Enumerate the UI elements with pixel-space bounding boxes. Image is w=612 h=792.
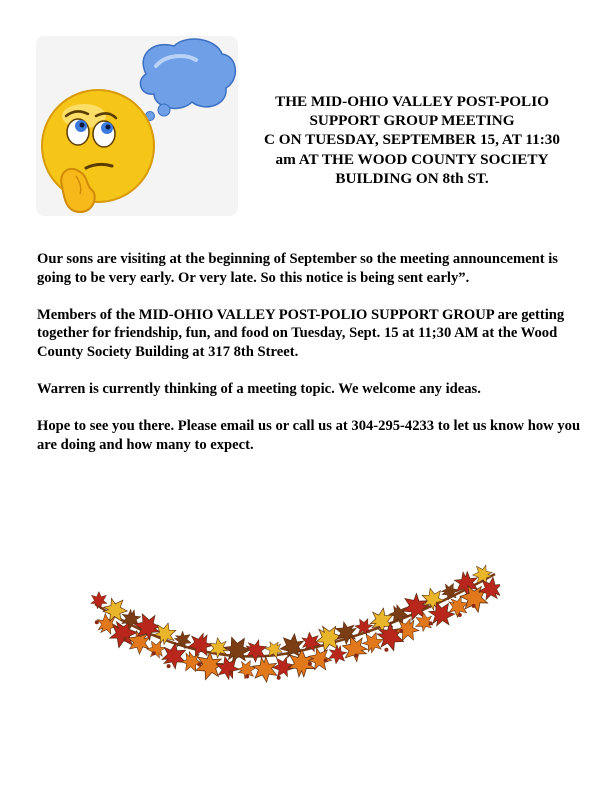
berry-icon bbox=[399, 629, 403, 633]
meeting-title bbox=[252, 92, 572, 188]
notice-body bbox=[37, 250, 582, 473]
title-line: SUPPORT GROUP MEETING bbox=[309, 112, 515, 130]
berry-icon bbox=[197, 662, 201, 666]
thinking-emoji-image bbox=[36, 36, 238, 216]
berry-icon bbox=[123, 637, 127, 641]
berry-icon bbox=[324, 658, 328, 662]
berry-icon bbox=[229, 670, 233, 674]
title-line: BUILDING ON 8th ST. bbox=[335, 169, 489, 187]
berry-icon bbox=[472, 604, 476, 608]
title-line: am AT THE WOOD COUNTY SOCIETY bbox=[275, 150, 549, 168]
berry-icon bbox=[167, 664, 171, 668]
paragraph-topic: Warren is currently thinking of a meeting topic. We welcome any ideas. bbox=[37, 381, 481, 398]
title-line: C ON TUESDAY, SEPTEMBER 15, AT 11:30 bbox=[264, 131, 560, 149]
berry-icon bbox=[458, 613, 462, 617]
berry-icon bbox=[152, 651, 156, 655]
berry-icon bbox=[354, 654, 358, 658]
berry-icon bbox=[308, 662, 312, 666]
paragraph-meeting-details: Members of the MID-OHIO VALLEY POST-POLIO SUPPORT GROUP are getting together for friendship, fun, and food on Tuesday, Sept. 15 at 11;30 AM at the Wood County Society Building at 317 8th Street. bbox=[37, 306, 565, 360]
berry-icon bbox=[245, 675, 249, 679]
paragraph-contact: Hope to see you there. Please email us or call us at 304-295-4233 to let us know how you are doing and how many to expect. bbox=[37, 418, 581, 453]
berry-icon bbox=[277, 676, 281, 680]
paragraph-early-notice: Our sons are visiting at the beginning of September so the meeting announcement is going to be very early. Or very late. So this notice is being sent early”. bbox=[37, 251, 558, 286]
berry-icon bbox=[429, 621, 433, 625]
title-line: THE MID-OHIO VALLEY POST-POLIO bbox=[275, 93, 549, 110]
berry-icon bbox=[384, 648, 388, 652]
autumn-leaf-garland-image bbox=[90, 560, 500, 690]
berry-icon bbox=[95, 620, 99, 624]
